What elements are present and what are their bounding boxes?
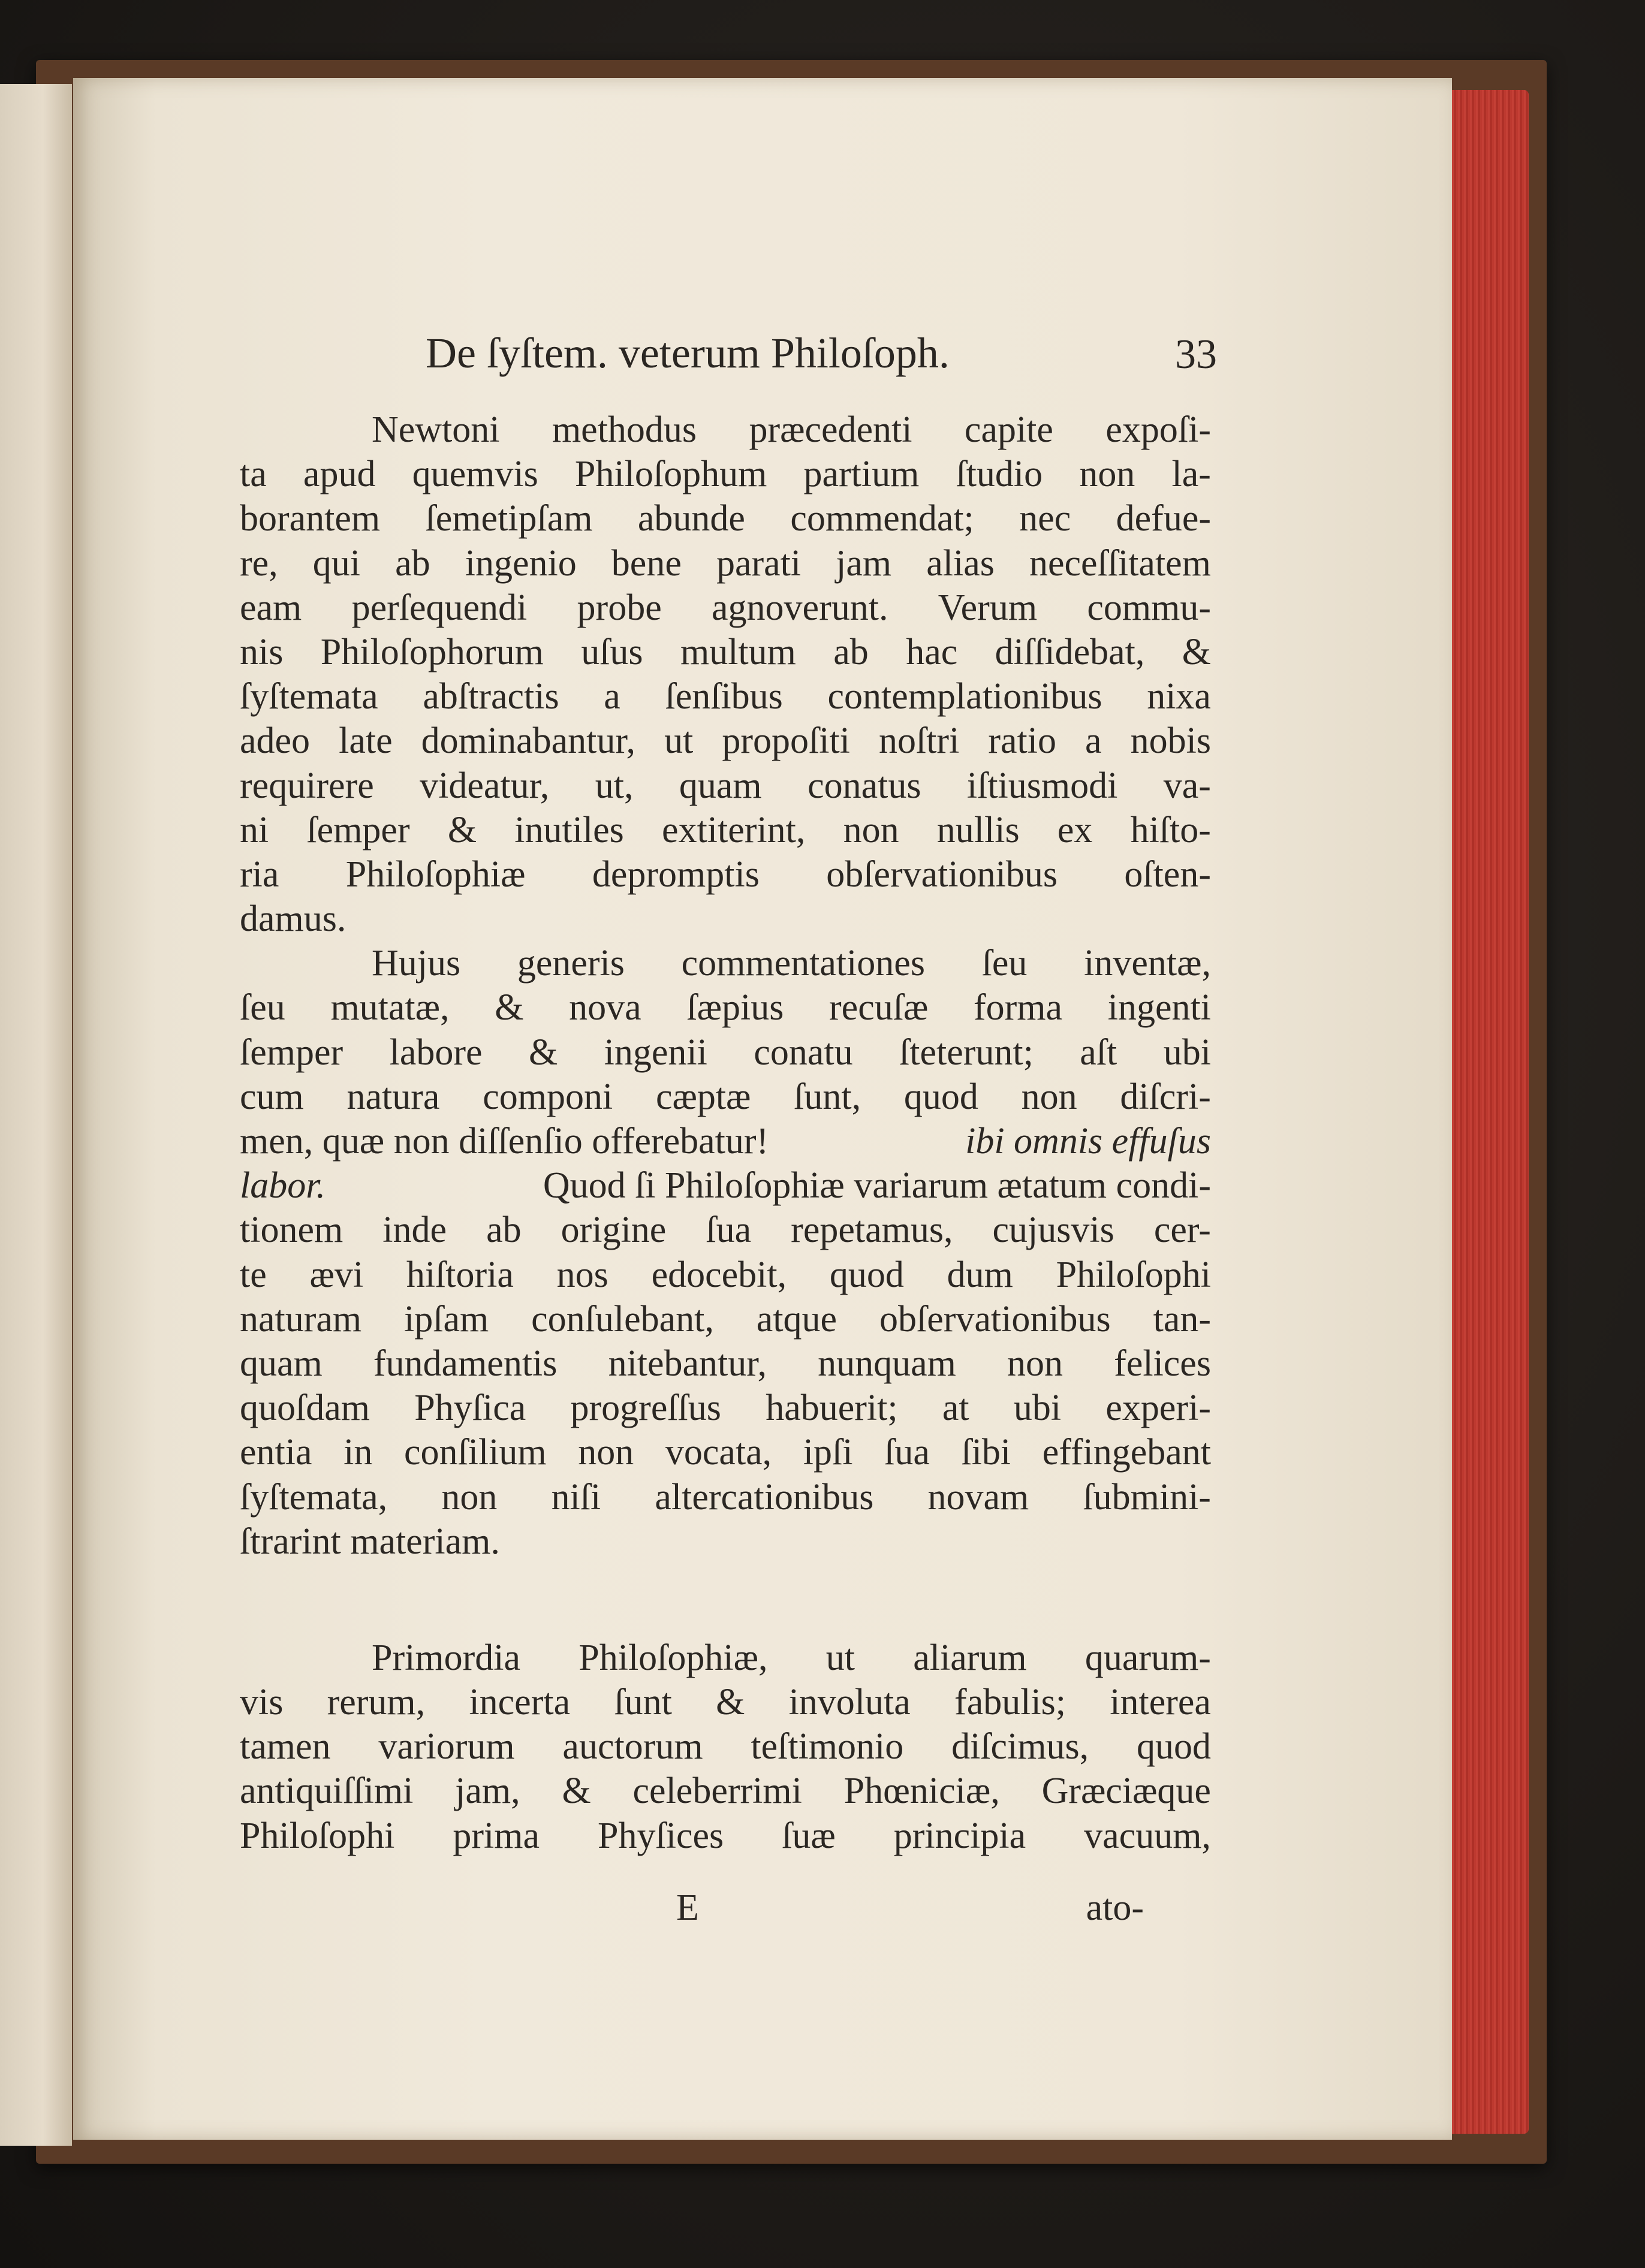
word: quod	[903, 1076, 978, 1117]
word: ſua	[706, 1210, 752, 1251]
word: abunde	[637, 498, 745, 539]
word: ſua	[884, 1432, 930, 1473]
word: ſyſtemata	[240, 676, 378, 717]
word: nos	[556, 1254, 608, 1295]
word: uſus	[581, 631, 643, 672]
word: apud	[303, 454, 376, 495]
word: præcedenti	[749, 409, 912, 450]
word: hiſtoria	[406, 1254, 514, 1295]
word: aliarum	[913, 1637, 1027, 1678]
text-line	[240, 1386, 1211, 1430]
word: cujusvis	[992, 1210, 1114, 1251]
word: ſunt	[614, 1682, 672, 1723]
text-line	[240, 1341, 1211, 1386]
text-line	[240, 1163, 1211, 1208]
word: non	[1007, 1343, 1063, 1384]
text-line	[240, 1475, 1211, 1519]
paragraph-gap	[240, 1564, 1211, 1636]
word: labore	[389, 1032, 483, 1073]
word: &	[716, 1682, 745, 1723]
word: quod	[829, 1254, 904, 1295]
word: at	[942, 1388, 969, 1429]
text-line	[240, 941, 1211, 985]
word: hac	[906, 631, 958, 672]
word: ut,	[595, 765, 634, 806]
text-line: damus.	[240, 898, 347, 940]
word: ſemetipſam	[425, 498, 593, 539]
text-line	[240, 1208, 1211, 1252]
word: conſilium	[403, 1432, 547, 1473]
word: nis	[240, 631, 284, 672]
word: ſeu	[981, 943, 1028, 984]
word: nec	[1019, 498, 1071, 539]
word: prima	[453, 1815, 540, 1856]
word: &	[528, 1032, 558, 1073]
word: ingenti	[1107, 987, 1211, 1029]
text-line	[240, 719, 1211, 763]
text-line	[240, 1253, 1211, 1297]
word: natura	[347, 1076, 440, 1117]
word: noſtri	[878, 720, 960, 762]
word: principia	[893, 1815, 1026, 1856]
word: hiſto-	[1130, 809, 1211, 850]
word: obſervationibus	[826, 853, 1058, 895]
body-text	[240, 408, 1211, 1858]
word: diſcri-	[1120, 1076, 1211, 1117]
word: experi-	[1105, 1388, 1211, 1429]
word: nobis	[1130, 720, 1211, 762]
word: quod	[1136, 1726, 1211, 1768]
word: ria	[240, 853, 279, 895]
text-line	[240, 630, 1211, 674]
text-line	[240, 408, 1211, 452]
text-line	[240, 1119, 1211, 1163]
word: ta	[240, 454, 267, 495]
word: in	[344, 1432, 373, 1473]
word: quam	[679, 765, 762, 806]
word: commentationes	[681, 943, 925, 984]
word: edocebit,	[651, 1254, 787, 1295]
word: habuerit;	[766, 1388, 898, 1429]
word: contemplationibus	[827, 676, 1102, 717]
word: ipſam	[404, 1298, 489, 1340]
word: videatur,	[420, 765, 550, 806]
word: neceſſitatem	[1029, 542, 1211, 584]
word: tamen	[240, 1726, 331, 1768]
word: expoſi-	[1105, 409, 1211, 450]
word: diſcimus,	[951, 1726, 1089, 1768]
text-line	[240, 1030, 1211, 1075]
word: agnoverunt.	[712, 587, 888, 628]
word: Newtoni	[372, 409, 500, 450]
text-line: ſtrarint materiam.	[240, 1521, 500, 1562]
word: dominabantur,	[421, 720, 636, 762]
word: conatu	[754, 1032, 853, 1073]
word: fabulis;	[954, 1682, 1066, 1723]
word: te	[240, 1254, 267, 1295]
word: ſunt,	[794, 1076, 861, 1117]
word: ubi	[1163, 1032, 1211, 1073]
word: perſequendi	[351, 587, 528, 628]
catchword: ato-	[1086, 1887, 1144, 1928]
word: aſt	[1080, 1032, 1117, 1073]
word: capite	[964, 409, 1053, 450]
word: non	[843, 809, 899, 850]
word: ſibi	[961, 1432, 1011, 1473]
word: auctorum	[562, 1726, 703, 1768]
word: progreſſus	[570, 1388, 721, 1429]
word: ſemper	[306, 809, 410, 850]
word: Verum	[938, 587, 1038, 628]
text-line	[240, 808, 1211, 852]
word: ſtudio	[956, 454, 1043, 495]
word: mutatæ,	[330, 987, 450, 1029]
word: incerta	[469, 1682, 571, 1723]
word: &	[562, 1771, 591, 1812]
word: oſten-	[1124, 853, 1211, 895]
word: re,	[240, 542, 278, 584]
word: eam	[240, 587, 302, 628]
word: abſtractis	[423, 676, 559, 717]
word: a	[1085, 720, 1102, 762]
previous-page-edge	[0, 84, 72, 2146]
text-line	[240, 1724, 1211, 1769]
word: felices	[1114, 1343, 1211, 1384]
word: cer-	[1153, 1210, 1211, 1251]
text-segment: Quod ſi Philoſophiæ variarum ætatum condi-	[543, 1165, 1211, 1207]
word: extiterint,	[662, 809, 806, 850]
word: ni	[240, 809, 269, 850]
word: qui	[312, 542, 360, 584]
word: jam	[836, 542, 892, 584]
word: conſulebant,	[531, 1298, 714, 1340]
word: obſervationibus	[879, 1298, 1111, 1340]
word: interea	[1110, 1682, 1211, 1723]
word: ratio	[988, 720, 1056, 762]
running-title: De ſyſtem. veterum Philoſoph.	[426, 329, 950, 377]
word: non	[1021, 1076, 1077, 1117]
word: niſi	[551, 1476, 601, 1518]
word: generis	[517, 943, 625, 984]
word: Philoſophiæ,	[579, 1637, 768, 1678]
word: Philoſophiæ	[345, 853, 526, 895]
word: quam	[240, 1343, 323, 1384]
word: &	[495, 987, 524, 1029]
word: va-	[1163, 765, 1211, 806]
word: ab	[833, 631, 869, 672]
word: requirere	[240, 765, 374, 806]
word: cæptæ	[655, 1076, 751, 1117]
text-line	[240, 1430, 1211, 1474]
word: vis	[240, 1682, 284, 1723]
word: probe	[577, 587, 662, 628]
word: diſſidebat,	[995, 631, 1145, 672]
word: Primordia	[372, 1637, 520, 1678]
word: non	[578, 1432, 634, 1473]
word: involuta	[788, 1682, 911, 1723]
word: ævi	[309, 1254, 364, 1295]
word: ſyſtemata,	[240, 1476, 388, 1518]
word: adeo	[240, 720, 311, 762]
word: nixa	[1147, 676, 1211, 717]
word: novam	[927, 1476, 1029, 1518]
word: naturam	[240, 1298, 362, 1340]
text-line	[240, 1075, 1211, 1119]
word: Philoſophi	[240, 1815, 395, 1856]
text-line	[240, 1814, 1211, 1858]
text-segment: men, quæ non diſſenſio offerebatur!	[240, 1121, 769, 1162]
word: iſtiusmodi	[966, 765, 1118, 806]
word: nullis	[936, 809, 1020, 850]
word: ut	[825, 1637, 855, 1678]
word: ſteterunt;	[899, 1032, 1034, 1073]
word: Græciæque	[1041, 1771, 1211, 1812]
text-line	[240, 985, 1211, 1030]
word: forma	[974, 987, 1063, 1029]
word: ubi	[1013, 1388, 1062, 1429]
text-line	[240, 541, 1211, 586]
word: borantem	[240, 498, 381, 539]
word: tionem	[240, 1210, 344, 1251]
word: altercationibus	[655, 1476, 874, 1518]
word: commu-	[1087, 587, 1211, 628]
word: multum	[680, 631, 796, 672]
word: dum	[947, 1254, 1013, 1295]
word: ſenſibus	[665, 676, 783, 717]
word: componi	[483, 1076, 613, 1117]
word: quemvis	[412, 454, 538, 495]
word: celeberrimi	[632, 1771, 802, 1812]
word: conatus	[808, 765, 921, 806]
word: late	[339, 720, 393, 762]
word: origine	[561, 1210, 667, 1251]
word: partium	[803, 454, 920, 495]
word: inventæ,	[1084, 943, 1211, 984]
word: rerum,	[327, 1682, 426, 1723]
word: tan-	[1153, 1298, 1211, 1340]
word: Philoſophi	[1056, 1254, 1211, 1295]
word: non	[1079, 454, 1135, 495]
word: jam,	[455, 1771, 520, 1812]
text-line	[240, 674, 1211, 719]
word: ut	[664, 720, 694, 762]
word: ex	[1057, 809, 1093, 850]
text-line	[240, 496, 1211, 541]
word: variorum	[378, 1726, 515, 1768]
word: &	[1182, 631, 1211, 672]
text-line	[240, 1769, 1211, 1813]
word: entia	[240, 1432, 312, 1473]
word: la-	[1171, 454, 1211, 495]
word: Phyſices	[598, 1815, 724, 1856]
text-line	[240, 1297, 1211, 1341]
word: nunquam	[818, 1343, 956, 1384]
word: inutiles	[514, 809, 624, 850]
word: non	[441, 1476, 498, 1518]
word: bene	[611, 542, 682, 584]
word: cum	[240, 1076, 304, 1117]
word: Philoſophorum	[320, 631, 544, 672]
signature-mark: E	[676, 1887, 699, 1928]
text-line	[240, 1636, 1211, 1680]
word: ingenio	[465, 542, 577, 584]
word: ab	[395, 542, 430, 584]
word: recuſæ	[829, 987, 929, 1029]
word: Phœniciæ,	[843, 1771, 1000, 1812]
word: ſemper	[240, 1032, 344, 1073]
word: Philoſophum	[574, 454, 767, 495]
word: fundamentis	[373, 1343, 558, 1384]
word: propoſiti	[722, 720, 850, 762]
word: atque	[756, 1298, 837, 1340]
word: nova	[569, 987, 641, 1029]
word: quarum-	[1084, 1637, 1211, 1678]
text-line	[240, 586, 1211, 630]
word: teſtimonio	[751, 1726, 904, 1768]
word: ingenii	[604, 1032, 707, 1073]
red-page-edges	[1445, 90, 1529, 2134]
word: defue-	[1116, 498, 1211, 539]
word: alias	[926, 542, 995, 584]
word: quoſdam	[240, 1388, 370, 1429]
word: depromptis	[592, 853, 760, 895]
word: parati	[716, 542, 802, 584]
word: repetamus,	[791, 1210, 953, 1251]
text-line	[240, 764, 1211, 808]
page-number: 33	[1175, 331, 1217, 378]
word: vacuum,	[1084, 1815, 1211, 1856]
italic-text: ibi omnis effuſus	[965, 1121, 1211, 1162]
word: Phyſica	[414, 1388, 526, 1429]
word: commendat;	[790, 498, 974, 539]
word: vocata,	[665, 1432, 772, 1473]
word: ipſi	[803, 1432, 853, 1473]
word: ab	[486, 1210, 522, 1251]
word: ſeu	[240, 987, 285, 1029]
italic-text: labor.	[240, 1165, 326, 1207]
word: a	[604, 676, 620, 717]
word: methodus	[552, 409, 697, 450]
word: antiquiſſimi	[240, 1771, 414, 1812]
word: effingebant	[1042, 1432, 1211, 1473]
word: Hujus	[372, 943, 461, 984]
word: ſuæ	[782, 1815, 836, 1856]
text-line	[240, 852, 1211, 897]
word: inde	[382, 1210, 447, 1251]
text-line	[240, 1680, 1211, 1724]
word: ſubmini-	[1083, 1476, 1211, 1518]
word: &	[447, 809, 477, 850]
word: nitebantur,	[608, 1343, 767, 1384]
text-line	[240, 452, 1211, 496]
word: ſæpius	[686, 987, 784, 1029]
page-header	[426, 328, 1217, 382]
